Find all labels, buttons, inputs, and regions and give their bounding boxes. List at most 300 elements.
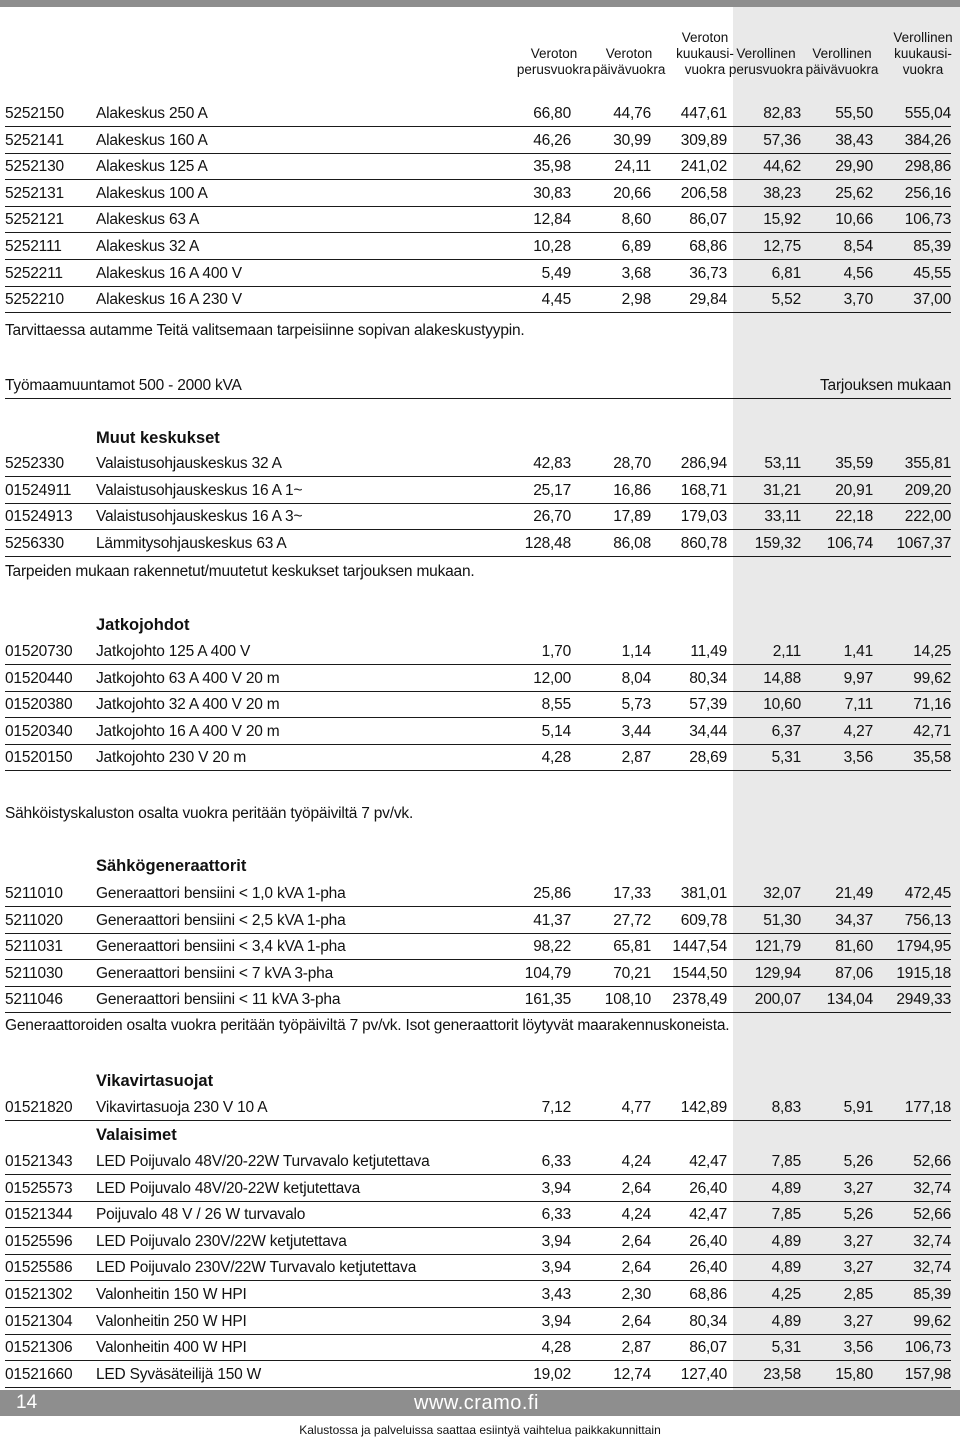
- price-value: 81,60: [835, 938, 873, 956]
- price-value: 19,02: [533, 1365, 571, 1383]
- product-code: 5252211: [5, 264, 63, 282]
- price-value: 36,73: [689, 264, 727, 282]
- price-value: 106,74: [826, 534, 873, 552]
- table-row: [5, 638, 951, 665]
- price-value: 30,83: [533, 184, 571, 202]
- price-value: 177,18: [904, 1099, 951, 1116]
- price-value: 3,27: [843, 1232, 873, 1250]
- price-value: 3,70: [843, 291, 873, 309]
- price-value: 127,40: [680, 1365, 727, 1383]
- price-value: 2378,49: [672, 991, 727, 1009]
- price-value: 24,11: [614, 158, 651, 176]
- price-value: 15,92: [763, 211, 801, 229]
- price-value: 4,24: [621, 1206, 651, 1224]
- price-value: 256,16: [904, 184, 951, 202]
- price-value: 70,21: [613, 964, 651, 982]
- price-value: 4,77: [621, 1099, 651, 1116]
- product-name: LED Syväsäteilijä 150 W: [96, 1365, 262, 1383]
- table-row: [5, 1228, 951, 1255]
- price-value: 34,44: [689, 722, 727, 740]
- price-value: 3,94: [541, 1259, 571, 1277]
- price-value: 161,35: [524, 991, 571, 1009]
- table-row: [5, 530, 951, 557]
- product-code: 5252141: [5, 131, 64, 149]
- table-row: [5, 1281, 951, 1308]
- product-name: Työmaamuuntamot 500 - 2000 kVA: [5, 377, 242, 394]
- column-header-line: päivävuokra: [592, 62, 666, 77]
- product-name: Alakeskus 100 A: [96, 184, 208, 202]
- product-name: Jatkojohto 230 V 20 m: [96, 749, 247, 767]
- price-value: 298,86: [904, 158, 951, 176]
- section-title: Vikavirtasuojat: [96, 1072, 214, 1090]
- price-value: 32,74: [913, 1259, 951, 1277]
- price-value: 17,33: [613, 885, 651, 902]
- price-value: 25,62: [835, 184, 873, 202]
- price-value: 26,70: [533, 508, 571, 526]
- price-value: 2,11: [772, 643, 801, 660]
- price-value: 12,00: [533, 669, 571, 687]
- product-code: 01525586: [5, 1259, 73, 1277]
- column-header-line: perusvuokra: [516, 62, 592, 77]
- price-value: 3,56: [843, 1339, 873, 1357]
- table-row: [5, 1254, 951, 1281]
- price-value: 3,27: [843, 1259, 873, 1277]
- price-value: 20,91: [835, 481, 873, 499]
- price-value: 3,94: [541, 1232, 571, 1250]
- product-code: 5211010: [5, 885, 63, 902]
- price-value: 10,28: [533, 238, 571, 255]
- table-row: [5, 477, 951, 504]
- price-value: 159,32: [754, 534, 801, 552]
- price-value: 42,71: [913, 722, 951, 740]
- product-code: 01525596: [5, 1232, 73, 1250]
- product-code: 01520440: [5, 669, 73, 687]
- table-row: [5, 744, 951, 771]
- price-value: 1,70: [541, 643, 571, 660]
- product-code: 5211030: [5, 964, 63, 982]
- price-value: 68,86: [689, 1286, 727, 1303]
- table-row: [5, 960, 951, 987]
- column-header-line: Veroton: [605, 46, 653, 61]
- price-value: 2,87: [621, 749, 651, 767]
- product-name: Generaattori bensiini < 7 kVA 3-pha: [96, 964, 333, 982]
- table-row: [5, 127, 951, 154]
- product-code: 01521660: [5, 1365, 73, 1383]
- price-value: 3,94: [541, 1179, 571, 1197]
- product-name: Alakeskus 160 A: [96, 131, 208, 149]
- price-value: 25,17: [533, 481, 571, 499]
- price-value: 121,79: [754, 938, 801, 956]
- price-value: 2,64: [621, 1312, 651, 1330]
- price-value: 98,22: [533, 938, 571, 956]
- product-code: 5252210: [5, 291, 64, 309]
- price-value: 32,74: [913, 1179, 951, 1197]
- price-value: 7,11: [844, 696, 873, 714]
- table-row: [5, 450, 951, 477]
- column-header-line: vuokra: [684, 62, 726, 77]
- price-value: 32,07: [763, 885, 801, 902]
- price-value: 106,73: [904, 211, 951, 229]
- product-code: 5211031: [5, 938, 63, 956]
- table-row: [5, 1308, 951, 1335]
- price-value: 85,39: [913, 238, 951, 255]
- product-code: 01521306: [5, 1339, 73, 1357]
- price-value: 10,60: [763, 696, 801, 714]
- price-value: 71,16: [913, 696, 951, 714]
- price-value: 179,03: [680, 508, 727, 526]
- price-value: 38,43: [835, 131, 873, 149]
- price-value: 2,85: [843, 1286, 873, 1303]
- section-title: Jatkojohdot: [96, 616, 190, 634]
- price-value: 384,26: [904, 131, 951, 149]
- product-code: 01524913: [5, 508, 73, 526]
- product-name: LED Poijuvalo 230V/22W Turvavalo ketjutettava: [96, 1259, 417, 1277]
- price-value: 7,85: [771, 1153, 801, 1170]
- table-row: [5, 100, 951, 127]
- table-row: [5, 153, 951, 180]
- product-code: 5211020: [5, 911, 63, 929]
- table-row: [5, 233, 951, 260]
- price-value: 6,33: [541, 1153, 571, 1170]
- price-value: 21,49: [835, 885, 873, 902]
- table-row: [5, 1334, 951, 1361]
- column-header-line: Veroton: [681, 30, 729, 45]
- price-value: 4,25: [771, 1286, 801, 1303]
- price-value: 41,37: [533, 911, 571, 929]
- price-value: 10,66: [835, 211, 873, 229]
- table-row: [5, 503, 951, 530]
- product-name: Valaistusohjauskeskus 32 A: [96, 455, 282, 472]
- table-row: [5, 1148, 951, 1175]
- price-value: 3,94: [541, 1312, 571, 1330]
- price-value: 27,72: [613, 911, 651, 929]
- price-value: 8,04: [621, 669, 651, 687]
- price-value: 46,26: [533, 131, 571, 149]
- product-code: 01521302: [5, 1286, 73, 1303]
- column-header-line: Veroton: [530, 46, 578, 61]
- price-value: 1915,18: [896, 964, 951, 982]
- price-value: 2949,33: [896, 991, 951, 1009]
- product-name: Vikavirtasuoja 230 V 10 A: [96, 1099, 268, 1116]
- product-code: 01520150: [5, 749, 73, 767]
- price-value: 32,74: [913, 1232, 951, 1250]
- product-name: LED Poijuvalo 230V/22W ketjutettava: [96, 1232, 347, 1250]
- price-value: 25,86: [533, 885, 571, 902]
- price-value: 3,27: [843, 1179, 873, 1197]
- price-value: 6,81: [771, 264, 801, 282]
- table-row: [5, 718, 951, 745]
- price-value: 157,98: [904, 1365, 951, 1383]
- price-value: 26,40: [689, 1179, 727, 1197]
- price-value: 26,40: [689, 1232, 727, 1250]
- table-row: [5, 1094, 951, 1121]
- price-value: 87,06: [835, 964, 873, 982]
- price-value: 42,83: [533, 455, 571, 472]
- price-value: 5,31: [771, 749, 801, 767]
- product-name: Valonheitin 150 W HPI: [96, 1286, 247, 1303]
- price-value: 309,89: [680, 131, 727, 149]
- product-name: Alakeskus 16 A 230 V: [96, 291, 242, 309]
- price-value: 1447,54: [672, 938, 727, 956]
- section-title: Muut keskukset: [96, 429, 220, 447]
- price-value: 44,62: [763, 158, 801, 176]
- price-value: 52,66: [913, 1206, 951, 1224]
- price-value: 5,26: [843, 1153, 873, 1170]
- price-value: 128,48: [524, 534, 571, 552]
- price-value: 209,20: [904, 481, 951, 499]
- column-header-line: perusvuokra: [728, 62, 804, 77]
- product-name: Poijuvalo 48 V / 26 W turvavalo: [96, 1206, 306, 1224]
- price-value: 12,84: [533, 211, 571, 229]
- product-code: 01521343: [5, 1153, 73, 1170]
- section-note: Sähköistyskaluston osalta vuokra peritään työpäiviltä 7 pv/vk.: [5, 805, 414, 822]
- product-name: Alakeskus 16 A 400 V: [96, 264, 242, 282]
- section-note: Tarvittaessa autamme Teitä valitsemaan tarpeisiinne sopivan alakeskustyypin.: [5, 322, 525, 339]
- product-code: 5252121: [5, 211, 64, 229]
- price-value: 65,81: [613, 938, 651, 956]
- price-value: 381,01: [680, 885, 727, 902]
- price-value: 4,56: [843, 264, 873, 282]
- table-row: [5, 933, 951, 960]
- table-row: [5, 880, 951, 907]
- price-value: 37,00: [913, 291, 951, 309]
- price-value: 7,85: [771, 1206, 801, 1224]
- price-value: 8,60: [621, 211, 651, 229]
- price-value: 4,89: [771, 1232, 801, 1250]
- price-value: 2,30: [621, 1286, 651, 1303]
- price-value: 16,86: [613, 481, 651, 499]
- price-value: 4,28: [541, 1339, 571, 1357]
- price-value: 34,37: [835, 911, 873, 929]
- price-value: 1067,37: [896, 534, 951, 552]
- price-value: 4,28: [541, 749, 571, 767]
- price-value: 5,91: [843, 1099, 873, 1116]
- price-value: 26,40: [689, 1259, 727, 1277]
- price-value: 6,37: [771, 722, 801, 740]
- section-note: Tarpeiden mukaan rakennetut/muutetut keskukset tarjouksen mukaan.: [5, 563, 475, 580]
- price-value: 2,64: [621, 1232, 651, 1250]
- product-code: 01520730: [5, 643, 73, 660]
- column-header-line: Verollinen: [893, 30, 953, 45]
- table-row: [5, 665, 951, 692]
- price-value: 44,76: [613, 105, 651, 122]
- price-value: 5,49: [541, 264, 571, 282]
- column-header-line: Verollinen: [736, 46, 796, 61]
- price-value: 42,47: [689, 1153, 727, 1170]
- price-value: 8,54: [843, 238, 873, 255]
- product-name: Jatkojohto 125 A 400 V: [96, 643, 251, 660]
- price-value: 12,75: [763, 238, 801, 255]
- price-value: 5,31: [771, 1339, 801, 1357]
- price-value: 2,87: [621, 1339, 651, 1357]
- price-value: 206,58: [680, 184, 727, 202]
- footer-disclaimer: Kalustossa ja palveluissa saattaa esiintyä vaihtelua paikkakunnittain: [299, 1423, 661, 1437]
- section-note: Generaattoroiden osalta vuokra peritään työpäiviltä 7 pv/vk. Isot generaattorit löytyvät maarakennuskoneista.: [5, 1017, 730, 1034]
- price-value: 42,47: [689, 1206, 727, 1224]
- product-code: 01521304: [5, 1312, 73, 1330]
- price-value: 2,64: [621, 1179, 651, 1197]
- price-value: 1544,50: [672, 964, 727, 982]
- price-value: 53,11: [764, 455, 801, 472]
- price-value: 17,89: [613, 508, 651, 526]
- section-title: Sähkögeneraattorit: [96, 857, 247, 875]
- price-value: 4,89: [771, 1312, 801, 1330]
- product-name: Alakeskus 63 A: [96, 211, 200, 229]
- price-value: 29,90: [835, 158, 873, 176]
- price-value: 30,99: [613, 131, 651, 149]
- table-row: [5, 372, 951, 399]
- product-code: 5252150: [5, 105, 64, 122]
- price-value: 22,18: [835, 508, 873, 526]
- price-value: 57,36: [763, 131, 801, 149]
- price-value: 80,34: [689, 669, 727, 687]
- price-value: 3,68: [621, 264, 651, 282]
- price-value: 142,89: [680, 1099, 727, 1116]
- price-value: 4,27: [843, 722, 873, 740]
- product-code: 01520340: [5, 722, 73, 740]
- price-value: 4,89: [771, 1179, 801, 1197]
- product-name: LED Poijuvalo 48V/20-22W Turvavalo ketjutettava: [96, 1153, 430, 1170]
- table-row: [5, 907, 951, 934]
- price-value: 222,00: [904, 508, 951, 526]
- product-name: Generaattori bensiini < 11 kVA 3-pha: [96, 991, 341, 1009]
- table-row: [5, 1175, 951, 1202]
- table-row: [5, 286, 951, 313]
- price-value: 85,39: [913, 1286, 951, 1303]
- column-header-line: kuukausi-: [676, 46, 734, 61]
- price-value: 38,23: [763, 184, 801, 202]
- product-name: Generaattori bensiini < 3,4 kVA 1-pha: [96, 938, 346, 956]
- price-value: 12,74: [613, 1365, 651, 1383]
- price-value: 35,59: [835, 455, 873, 472]
- product-code: 5211046: [5, 991, 63, 1009]
- price-value: 5,52: [771, 291, 801, 309]
- product-name: Valaistusohjauskeskus 16 A 1~: [96, 481, 303, 499]
- product-code: 01521820: [5, 1099, 73, 1116]
- table-row: [5, 691, 951, 718]
- price-value: 66,80: [533, 105, 571, 122]
- price-value: 104,79: [524, 964, 571, 982]
- product-name: Alakeskus 125 A: [96, 158, 208, 176]
- price-value: 35,98: [533, 158, 571, 176]
- price-value: 52,66: [913, 1153, 951, 1170]
- price-value: 28,70: [613, 455, 651, 472]
- price-value: 29,84: [689, 291, 727, 309]
- price-value: 14,88: [763, 669, 801, 687]
- product-code: 01525573: [5, 1179, 73, 1197]
- price-value: 2,64: [621, 1259, 651, 1277]
- price-value: 99,62: [913, 669, 951, 687]
- price-value: 99,62: [913, 1312, 951, 1330]
- price-value: 447,61: [680, 105, 727, 122]
- price-value: 80,34: [689, 1312, 727, 1330]
- price-value: 86,07: [689, 211, 727, 229]
- price-value: 609,78: [680, 911, 727, 929]
- product-name: Generaattori bensiini < 1,0 kVA 1-pha: [96, 885, 346, 902]
- price-value: 355,81: [904, 455, 951, 472]
- product-code: 5252130: [5, 158, 64, 176]
- price-value: 2,98: [621, 291, 651, 309]
- price-value: 200,07: [754, 991, 801, 1009]
- product-name: Valaistusohjauskeskus 16 A 3~: [96, 508, 303, 526]
- product-name: Generaattori bensiini < 2,5 kVA 1-pha: [96, 911, 346, 929]
- price-value: 134,04: [826, 991, 873, 1009]
- column-header-line: kuukausi-: [894, 46, 952, 61]
- price-value: 555,04: [904, 105, 951, 122]
- price-value: 5,73: [621, 696, 651, 714]
- price-value: 23,58: [763, 1365, 801, 1383]
- table-row: [5, 1361, 951, 1388]
- price-value: 3,43: [541, 1286, 571, 1303]
- product-code: 5256330: [5, 534, 64, 552]
- product-name: Alakeskus 32 A: [96, 238, 200, 255]
- product-code: 5252111: [5, 238, 62, 255]
- price-value: 33,11: [764, 508, 801, 526]
- price-value: 51,30: [763, 911, 801, 929]
- product-code: 01524911: [5, 481, 72, 499]
- price-value: 129,94: [754, 964, 801, 982]
- table-row: [5, 180, 951, 207]
- page-number: 14: [16, 1392, 38, 1413]
- price-value: 28,69: [689, 749, 727, 767]
- price-value: 6,89: [621, 238, 651, 255]
- price-value: 35,58: [913, 749, 951, 767]
- price-value: 7,12: [541, 1099, 571, 1116]
- section-title: Valaisimet: [96, 1126, 177, 1144]
- price-value: 472,45: [904, 885, 951, 902]
- price-value: 45,55: [913, 264, 951, 282]
- column-header-line: päivävuokra: [805, 62, 879, 77]
- column-header-line: vuokra: [902, 62, 944, 77]
- price-value: 5,26: [843, 1206, 873, 1224]
- price-value: 5,14: [541, 722, 571, 740]
- table-row: [5, 1201, 951, 1228]
- price-value: 1794,95: [896, 938, 951, 956]
- table-row: [5, 986, 951, 1013]
- product-code: 01521344: [5, 1206, 73, 1224]
- price-value: 86,07: [689, 1339, 727, 1357]
- column-header: [873, 30, 960, 78]
- product-name: Jatkojohto 32 A 400 V 20 m: [96, 696, 280, 714]
- price-value: 4,24: [621, 1153, 651, 1170]
- price-value: 3,44: [621, 722, 651, 740]
- price-value: 86,08: [613, 534, 651, 552]
- price-value: 1,41: [843, 643, 873, 660]
- product-code: 01520380: [5, 696, 73, 714]
- table-row: [5, 206, 951, 233]
- product-name: Valonheitin 250 W HPI: [96, 1312, 247, 1330]
- product-name: Jatkojohto 63 A 400 V 20 m: [96, 669, 280, 687]
- table-row: [5, 260, 951, 287]
- price-value: 4,45: [541, 291, 571, 309]
- price-value: 3,27: [843, 1312, 873, 1330]
- price-value: 106,73: [904, 1339, 951, 1357]
- price-value: Tarjouksen mukaan: [819, 377, 951, 394]
- price-value: 11,49: [690, 643, 727, 660]
- price-value: 1,14: [621, 643, 651, 660]
- column-header-line: Verollinen: [812, 46, 872, 61]
- product-name: Valonheitin 400 W HPI: [96, 1339, 247, 1357]
- product-name: Alakeskus 250 A: [96, 105, 208, 122]
- product-name: Lämmitysohjauskeskus 63 A: [96, 534, 287, 552]
- price-value: 57,39: [689, 696, 727, 714]
- footer-url[interactable]: www.cramo.fi: [414, 1392, 539, 1414]
- price-value: 241,02: [680, 158, 727, 176]
- price-value: 9,97: [843, 669, 873, 687]
- product-name: LED Poijuvalo 48V/20-22W ketjutettava: [96, 1179, 361, 1197]
- top-bar: [0, 0, 960, 7]
- price-value: 4,89: [771, 1259, 801, 1277]
